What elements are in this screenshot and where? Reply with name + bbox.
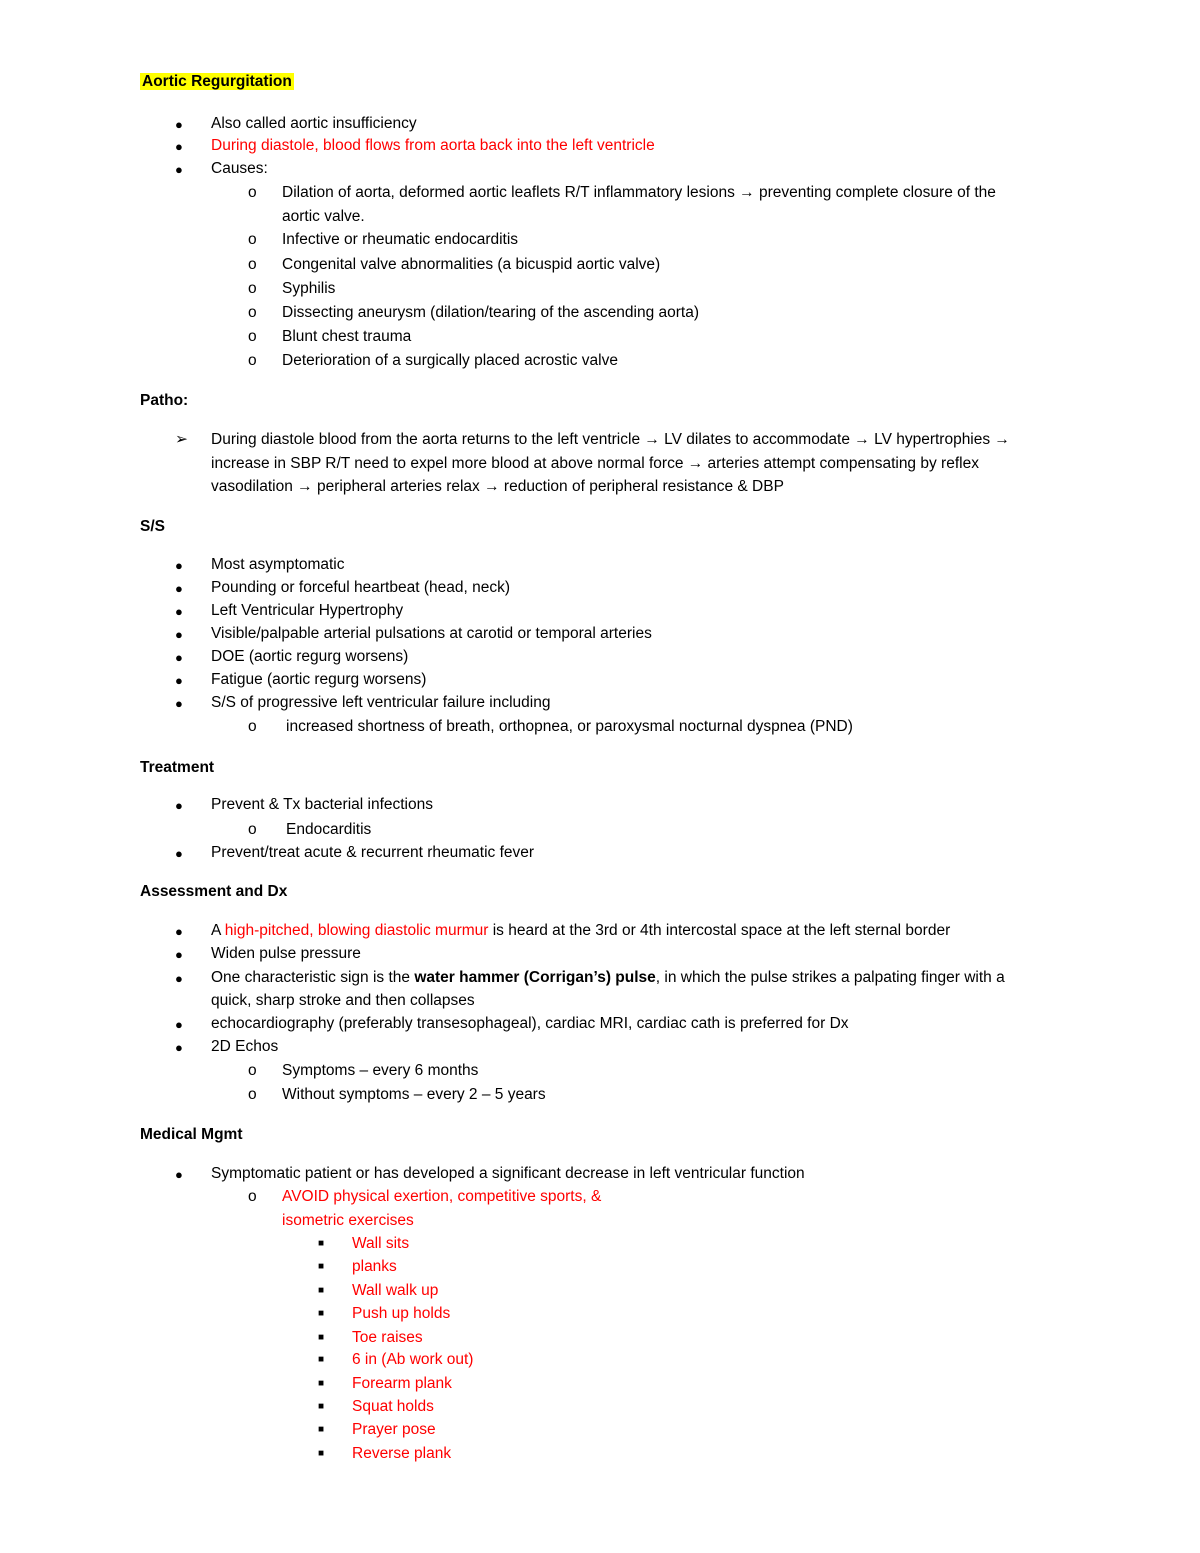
list-item: AVOID physical exertion, competitive sports, & [282, 1188, 602, 1205]
paragraph-line: During diastole blood from the aorta returns to the left ventricle → LV dilates to accommodate → LV hypertrophies → [211, 431, 1010, 448]
bullet-icon: ● [175, 581, 183, 596]
sub-bullet-icon: o [248, 718, 257, 735]
list-item: Infective or rheumatic endocarditis [282, 231, 519, 248]
bullet-icon: ● [175, 139, 183, 154]
bullet-icon: ● [175, 1167, 183, 1182]
list-item: One characteristic sign is the water hammer (Corrigan’s) pulse, in which the pulse strikes a palpating finger with a [211, 969, 1005, 986]
list-item: Symptomatic patient or has developed a significant decrease in left ventricular function [211, 1165, 805, 1182]
list-item: 2D Echos [211, 1038, 279, 1055]
list-item: Also called aortic insufficiency [211, 115, 417, 132]
bullet-icon: ● [175, 696, 183, 711]
list-item: Without symptoms – every 2 – 5 years [282, 1086, 546, 1103]
list-item: Widen pulse pressure [211, 945, 361, 962]
bold-text: water hammer (Corrigan’s) pulse [414, 969, 656, 986]
bullet-icon: ● [175, 846, 183, 861]
list-item: Syphilis [282, 280, 336, 297]
list-item: Wall walk up [352, 1282, 439, 1299]
bullet-icon: ● [175, 1040, 183, 1055]
square-bullet-icon: ■ [318, 1448, 325, 1459]
list-item: Wall sits [352, 1235, 410, 1252]
square-bullet-icon: ■ [318, 1285, 325, 1296]
sub-bullet-icon: o [248, 304, 257, 321]
list-item-continued: aortic valve. [282, 208, 365, 225]
list-item: Left Ventricular Hypertrophy [211, 602, 404, 619]
section-heading-treatment: Treatment [140, 759, 215, 776]
square-bullet-icon: ■ [318, 1238, 325, 1249]
list-item: Dilation of aorta, deformed aortic leaflets R/T inflammatory lesions → preventing complete closure of the [282, 184, 996, 201]
sub-bullet-icon: o [248, 280, 257, 297]
bullet-icon: ● [175, 604, 183, 619]
list-item: Deterioration of a surgically placed acrostic valve [282, 352, 618, 369]
list-item: Symptoms – every 6 months [282, 1062, 479, 1079]
sub-bullet-icon: o [248, 256, 257, 273]
emphasis-text: high-pitched, blowing diastolic murmur [224, 922, 489, 939]
bullet-icon: ● [175, 798, 183, 813]
list-item: Causes: [211, 160, 268, 177]
sub-bullet-icon: o [248, 1062, 257, 1079]
list-item: planks [352, 1258, 397, 1275]
arrow-bullet-icon: ➢ [175, 431, 188, 448]
square-bullet-icon: ■ [318, 1424, 325, 1435]
list-item: Reverse plank [352, 1445, 452, 1462]
bullet-icon: ● [175, 673, 183, 688]
paragraph-line: vasodilation → peripheral arteries relax → reduction of peripheral resistance & DBP [211, 478, 784, 495]
list-item: Forearm plank [352, 1375, 452, 1392]
list-item: increased shortness of breath, orthopnea, or paroxysmal nocturnal dyspnea (PND) [286, 718, 853, 735]
list-item: Endocarditis [286, 821, 372, 838]
list-item: Prayer pose [352, 1421, 436, 1438]
list-item: Most asymptomatic [211, 556, 345, 573]
sub-bullet-icon: o [248, 1086, 257, 1103]
list-item: Fatigue (aortic regurg worsens) [211, 671, 427, 688]
square-bullet-icon: ■ [318, 1308, 325, 1319]
bullet-icon: ● [175, 117, 183, 132]
list-item: Push up holds [352, 1305, 451, 1322]
section-heading-assessment: Assessment and Dx [140, 883, 288, 900]
list-item-continued: isometric exercises [282, 1212, 414, 1229]
sub-bullet-icon: o [248, 352, 257, 369]
square-bullet-icon: ■ [318, 1332, 325, 1343]
list-item: Toe raises [352, 1329, 423, 1346]
list-item: echocardiography (preferably transesophageal), cardiac MRI, cardiac cath is preferred for Dx [211, 1015, 849, 1032]
bullet-icon: ● [175, 650, 183, 665]
list-item: Blunt chest trauma [282, 328, 412, 345]
bullet-icon: ● [175, 947, 183, 962]
page-title: Aortic Regurgitation [142, 73, 292, 90]
sub-bullet-icon: o [248, 184, 257, 201]
bullet-icon: ● [175, 627, 183, 642]
list-item: S/S of progressive left ventricular failure including [211, 694, 551, 711]
list-item: Prevent/treat acute & recurrent rheumatic fever [211, 844, 535, 861]
list-item: During diastole, blood flows from aorta back into the left ventricle [211, 137, 655, 154]
list-item: Visible/palpable arterial pulsations at carotid or temporal arteries [211, 625, 652, 642]
section-heading-medical-mgmt: Medical Mgmt [140, 1126, 243, 1143]
bullet-icon: ● [175, 1017, 183, 1032]
bullet-icon: ● [175, 162, 183, 177]
square-bullet-icon: ■ [318, 1354, 325, 1365]
list-item: Congenital valve abnormalities (a bicuspid aortic valve) [282, 256, 661, 273]
square-bullet-icon: ■ [318, 1261, 325, 1272]
list-item: Prevent & Tx bacterial infections [211, 796, 433, 813]
sub-bullet-icon: o [248, 821, 257, 838]
list-item: Squat holds [352, 1398, 434, 1415]
bullet-icon: ● [175, 971, 183, 986]
list-item: 6 in (Ab work out) [352, 1351, 474, 1368]
list-item: DOE (aortic regurg worsens) [211, 648, 409, 665]
list-item: A high-pitched, blowing diastolic murmur is heard at the 3rd or 4th intercostal space at the left sternal border [211, 922, 951, 939]
section-heading-patho: Patho: [140, 392, 189, 409]
list-item: Pounding or forceful heartbeat (head, neck) [211, 579, 510, 596]
list-item: Dissecting aneurysm (dilation/tearing of the ascending aorta) [282, 304, 700, 321]
square-bullet-icon: ■ [318, 1401, 325, 1412]
paragraph-line: increase in SBP R/T need to expel more blood at above normal force → arteries attempt compensating by reflex [211, 455, 979, 472]
list-item-continued: quick, sharp stroke and then collapses [211, 992, 475, 1009]
sub-bullet-icon: o [248, 1188, 257, 1205]
bullet-icon: ● [175, 924, 183, 939]
section-heading-ss: S/S [140, 518, 165, 535]
sub-bullet-icon: o [248, 328, 257, 345]
square-bullet-icon: ■ [318, 1378, 325, 1389]
sub-bullet-icon: o [248, 231, 257, 248]
bullet-icon: ● [175, 558, 183, 573]
